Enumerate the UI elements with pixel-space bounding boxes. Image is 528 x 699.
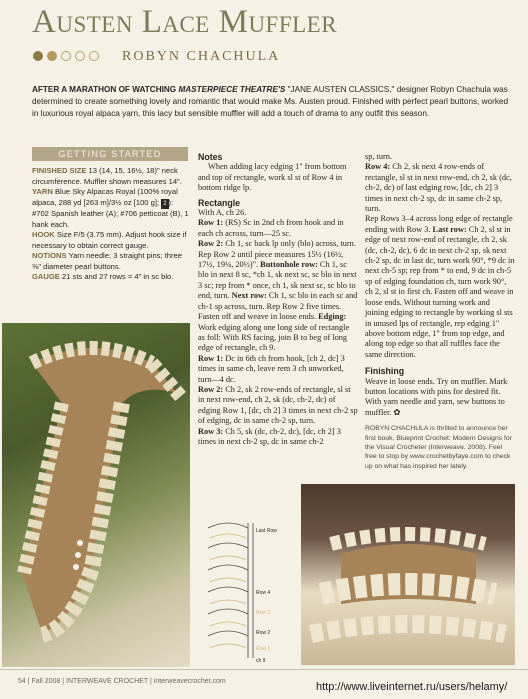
crochet-diagram bbox=[198, 518, 298, 668]
muffler-photo-1 bbox=[2, 323, 190, 667]
instructions-column-3 bbox=[365, 152, 515, 478]
rectangle-heading: Rectangle bbox=[198, 197, 241, 208]
instruction-row: Row 3: Ch 5, sk (dc, ch-2, dc), [dc, ch 2] 3 times in next ch-2 sp, dc in same ch-2 bbox=[198, 426, 341, 446]
diagram-label: Row 2 bbox=[256, 630, 271, 636]
decorative-dots bbox=[33, 51, 99, 61]
finishing-text: Weave in loose ends. Try on muffler. Mark button locations with pins for desired fit. With yarn needle and yarn, sew buttons to muffler. ✿ bbox=[365, 376, 508, 417]
yarn-weight-badge: 2 bbox=[161, 199, 168, 210]
muffler-illustration bbox=[2, 323, 190, 667]
instruction-row: Row 2: Ch 1, sc back lp only (blo) across, turn. bbox=[198, 239, 356, 249]
intro-paragraph: AFTER A MARATHON OF WATCHING MASTERPIECE THEATRE'S "JANE AUSTEN CLASSICS," designer Robyn Chachula was determined to create something lovely and romantic that would make Ms. Austen proud. Finished with perfect pearl buttons, worked in luxurious royal alpaca yarn, this lacy but sensible muffler will add a touch of drama to any outfit this season. bbox=[32, 85, 509, 118]
page-footer: 54 | Fall 2008 | INTERWEAVE CROCHET | interweavecrochet.com bbox=[18, 678, 226, 685]
author-name: ROBYN CHACHULA bbox=[122, 49, 281, 64]
designer-bio: ROBYN CHACHULA is thrilled to announce her first book, Blueprint Crochet: Modern Designs for the Visual Crocheter (Interweave, 2008). Feel free to stop by www.crochetbyfaye.com to check up on what has inspired her lately. bbox=[365, 425, 512, 470]
notes-text: When adding lacy edging 1" from bottom and top of rectangle, work sl st of Row 4 in bottom ridge lp. bbox=[198, 162, 347, 193]
instruction-row: Row 2: Ch 2, sk 2 row-ends of rectangle, sl st in next row-end, ch 2, sk (dc, ch-2, dc) of edging Row 1, [dc, ch 2] 3 times in next ch-2 sp of edging, dc in same ch-2 sp, turn. bbox=[198, 384, 358, 426]
dot-icon bbox=[75, 51, 85, 61]
page-title: Austen Lace Muffler bbox=[32, 4, 338, 40]
instruction-row: Rep Row 2 until piece measures 15½ (16½, 17½, 19¼, 20½)". Buttonhole row: Ch 1, sc blo in next 8 sc, *ch 1, sk next sc, sc blo in next 3 sc; rep from * once, ch 1, sk next sc, sc blo to end, turn. Next row: Ch 1, sc blo in each sc and ch-1 sp across, turn. Rep Row 2 five times. Fasten off and weave in loose ends. Edging: Work edging along one long side of rectangle as foll: With RS facing, join B to beg of long edge of rectangle, ch 9. bbox=[198, 249, 358, 353]
dot-icon bbox=[61, 51, 71, 61]
diagram-label: Row 3 bbox=[256, 610, 271, 616]
instruction-row: Row 4: Ch 2, sk next 4 row-ends of rectangle, sl st in next row-end, ch 2, sk (dc, ch-2, dc) of last edging row, [dc, ch 2] 3 times in next ch-2 sp, dc in same ch-2 sp, turn. bbox=[365, 162, 512, 214]
instruction-row: Row 1: (RS) Sc in 2nd ch from hook and in each ch across, turn—25 sc. bbox=[198, 218, 344, 238]
muffler-photo-2 bbox=[301, 484, 515, 665]
diagram-label: Row 1 bbox=[256, 646, 271, 652]
instruction-text: sp, turn. bbox=[365, 152, 392, 161]
source-url[interactable]: http://www.liveinternet.ru/users/helamy/ bbox=[316, 681, 508, 693]
instruction-row: Rep Rows 3–4 across long edge of rectangle ending with Row 3. Last row: Ch 2, sl st in edge of next row-end of rectangle, ch 2, sk (dc, ch-2, dc), 6 dc in next ch-2 sp, sk next ch-2 sp, dc in last dc, turn work 90°, *9 dc in next ch-5 sp; rep from * to end, 9 dc in ch-5 sp of edging foundation ch, turn work 90°, ch 2, sl st in first ch. Fasten off and weave in loose ends. Without turning work and joining edging to rectangle by working sl sts in unused lps of rectangle, rep edging 1" above bottom edge, 1" from top edge, and along top edge so that all ruffles face the same direction. bbox=[365, 214, 515, 359]
dot-icon bbox=[47, 51, 57, 61]
notes-heading: Notes bbox=[198, 152, 223, 162]
instruction-row: Row 1: Dc in 6th ch from hook, [ch 2, dc] 3 times in same ch, leave rem 3 ch unworked, turn—4 dc. bbox=[198, 353, 345, 384]
instruction-text: With A, ch 26. bbox=[198, 208, 247, 218]
footer-divider bbox=[0, 669, 528, 670]
finishing-heading: Finishing bbox=[365, 366, 405, 377]
dot-icon bbox=[89, 51, 99, 61]
instructions-column-2 bbox=[198, 152, 358, 447]
diagram-label: Last Row bbox=[256, 528, 277, 534]
diagram-label: ch 9 bbox=[256, 658, 266, 664]
dot-icon bbox=[33, 51, 43, 61]
diagram-label: Row 4 bbox=[256, 590, 271, 596]
getting-started-body: FINISHED SIZE 13 (14, 15, 16½, 18)" neck circumference. Muffler shown measures 14". YARN Blue Sky Alpacas Royal (100% royal alpaca, 288 yd [263 m]/3½ oz [100 g]; 2 ): #702 Spanish leather (A); #706 petticoat (B), 1 hank each. HOOK Size F/5 (3.75 mm). Adjust hook size if necessary to obtain correct gauge. NOTIONS Yarn needle; 3 straight pins; three ⅜" diameter pearl buttons. GAUGE 21 sts and 27 rows = 4" in sc blo. bbox=[32, 166, 189, 281]
getting-started-heading: GETTING STARTED bbox=[32, 147, 188, 161]
